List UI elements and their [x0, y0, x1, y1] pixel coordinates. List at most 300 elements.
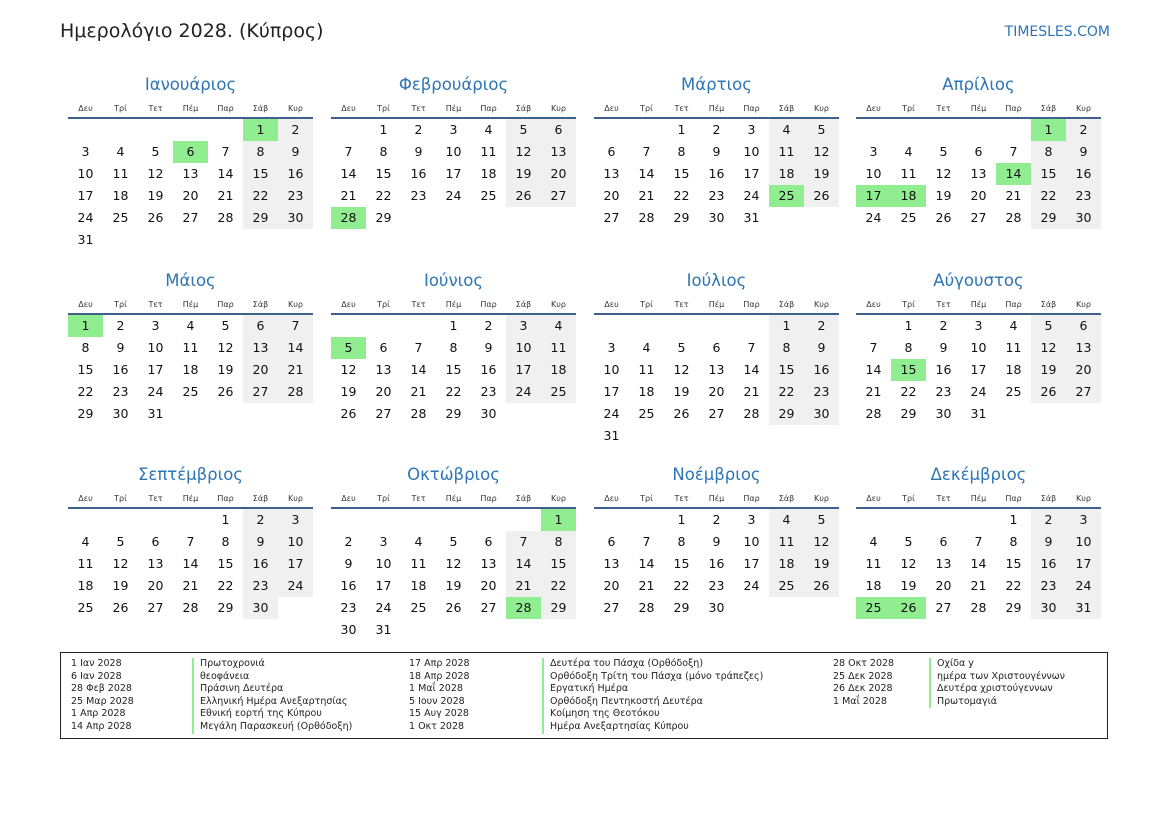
day-cell[interactable]: 23	[804, 381, 839, 403]
day-cell[interactable]: 14	[638, 166, 655, 181]
day-cell[interactable]: 21	[340, 188, 357, 203]
day-cell[interactable]: 6	[379, 340, 388, 355]
day-cell[interactable]: 19	[340, 384, 357, 399]
day-cell[interactable]: 10	[603, 362, 620, 377]
day-cell[interactable]: 29	[900, 406, 917, 421]
day-cell[interactable]: 17	[1066, 553, 1101, 575]
day-cell[interactable]: 23	[935, 384, 952, 399]
day-cell[interactable]: 6	[607, 534, 616, 549]
day-cell[interactable]: 27	[708, 406, 725, 421]
day-cell[interactable]: 25	[900, 210, 917, 225]
day-cell[interactable]: 27	[541, 185, 576, 207]
day-cell[interactable]: 31	[77, 232, 94, 247]
day-cell[interactable]: 30	[1031, 597, 1066, 619]
day-cell[interactable]: 25	[769, 575, 804, 597]
day-cell[interactable]: 29	[217, 600, 234, 615]
day-cell[interactable]: 13	[182, 166, 199, 181]
day-cell[interactable]: 23	[708, 188, 725, 203]
day-cell[interactable]: 3	[869, 144, 878, 159]
day-cell[interactable]: 24	[445, 188, 462, 203]
day-cell[interactable]: 26	[506, 185, 541, 207]
day-cell[interactable]: 10	[1066, 531, 1101, 553]
day-cell[interactable]: 31	[743, 210, 760, 225]
day-cell[interactable]: 7	[414, 340, 423, 355]
day-cell[interactable]: 19	[445, 578, 462, 593]
day-cell[interactable]: 20	[480, 578, 497, 593]
day-cell[interactable]: 16	[243, 553, 278, 575]
day-cell[interactable]: 4	[769, 509, 804, 531]
day-cell[interactable]: 2	[414, 122, 423, 137]
day-cell[interactable]: 25	[77, 600, 94, 615]
day-cell[interactable]: 20	[603, 188, 620, 203]
day-cell[interactable]: 14	[182, 556, 199, 571]
day-cell[interactable]: 28	[865, 406, 882, 421]
day-cell[interactable]: 30	[935, 406, 952, 421]
holiday-day-cell[interactable]: 5	[331, 337, 366, 359]
day-cell[interactable]: 1	[379, 122, 388, 137]
day-cell[interactable]: 1	[677, 512, 686, 527]
day-cell[interactable]: 13	[708, 362, 725, 377]
day-cell[interactable]: 30	[480, 406, 497, 421]
day-cell[interactable]: 23	[708, 578, 725, 593]
day-cell[interactable]: 13	[375, 362, 392, 377]
day-cell[interactable]: 16	[480, 362, 497, 377]
day-cell[interactable]: 20	[182, 188, 199, 203]
day-cell[interactable]: 22	[77, 384, 94, 399]
day-cell[interactable]: 10	[865, 166, 882, 181]
day-cell[interactable]: 13	[243, 337, 278, 359]
day-cell[interactable]: 22	[541, 575, 576, 597]
day-cell[interactable]: 6	[939, 534, 948, 549]
day-cell[interactable]: 22	[217, 578, 234, 593]
day-cell[interactable]: 9	[712, 144, 721, 159]
day-cell[interactable]: 5	[804, 509, 839, 531]
day-cell[interactable]: 18	[182, 362, 199, 377]
day-cell[interactable]: 16	[708, 166, 725, 181]
day-cell[interactable]: 25	[182, 384, 199, 399]
day-cell[interactable]: 2	[804, 315, 839, 337]
day-cell[interactable]: 28	[217, 210, 234, 225]
day-cell[interactable]: 31	[603, 428, 620, 443]
day-cell[interactable]: 23	[112, 384, 129, 399]
day-cell[interactable]: 21	[278, 359, 313, 381]
day-cell[interactable]: 11	[182, 340, 199, 355]
day-cell[interactable]: 3	[747, 512, 756, 527]
day-cell[interactable]: 15	[445, 362, 462, 377]
day-cell[interactable]: 29	[1031, 207, 1066, 229]
day-cell[interactable]: 29	[541, 597, 576, 619]
day-cell[interactable]: 17	[77, 188, 94, 203]
day-cell[interactable]: 10	[743, 534, 760, 549]
day-cell[interactable]: 7	[221, 144, 230, 159]
day-cell[interactable]: 21	[865, 384, 882, 399]
day-cell[interactable]: 3	[747, 122, 756, 137]
day-cell[interactable]: 21	[182, 578, 199, 593]
day-cell[interactable]: 2	[116, 318, 125, 333]
day-cell[interactable]: 8	[904, 340, 913, 355]
day-cell[interactable]: 24	[506, 381, 541, 403]
day-cell[interactable]: 7	[1009, 144, 1018, 159]
day-cell[interactable]: 21	[743, 384, 760, 399]
day-cell[interactable]: 30	[708, 210, 725, 225]
day-cell[interactable]: 22	[769, 381, 804, 403]
day-cell[interactable]: 25	[1005, 384, 1022, 399]
day-cell[interactable]: 18	[112, 188, 129, 203]
day-cell[interactable]: 23	[340, 600, 357, 615]
day-cell[interactable]: 27	[375, 406, 392, 421]
day-cell[interactable]: 1	[1009, 512, 1018, 527]
day-cell[interactable]: 22	[673, 188, 690, 203]
day-cell[interactable]: 3	[1066, 509, 1101, 531]
day-cell[interactable]: 2	[712, 122, 721, 137]
day-cell[interactable]: 19	[673, 384, 690, 399]
day-cell[interactable]: 26	[340, 406, 357, 421]
day-cell[interactable]: 21	[217, 188, 234, 203]
day-cell[interactable]: 14	[410, 362, 427, 377]
day-cell[interactable]: 11	[900, 166, 917, 181]
day-cell[interactable]: 12	[340, 362, 357, 377]
day-cell[interactable]: 16	[278, 163, 313, 185]
holiday-day-cell[interactable]: 17	[856, 185, 891, 207]
day-cell[interactable]: 6	[243, 315, 278, 337]
day-cell[interactable]: 29	[673, 600, 690, 615]
day-cell[interactable]: 28	[743, 406, 760, 421]
day-cell[interactable]: 12	[900, 556, 917, 571]
day-cell[interactable]: 13	[147, 556, 164, 571]
day-cell[interactable]: 19	[112, 578, 129, 593]
day-cell[interactable]: 12	[445, 556, 462, 571]
day-cell[interactable]: 19	[1031, 359, 1066, 381]
holiday-day-cell[interactable]: 25	[856, 597, 891, 619]
day-cell[interactable]: 15	[673, 556, 690, 571]
day-cell[interactable]: 24	[865, 210, 882, 225]
day-cell[interactable]: 8	[1031, 141, 1066, 163]
day-cell[interactable]: 15	[541, 553, 576, 575]
day-cell[interactable]: 1	[677, 122, 686, 137]
day-cell[interactable]: 26	[112, 600, 129, 615]
day-cell[interactable]: 4	[116, 144, 125, 159]
day-cell[interactable]: 11	[410, 556, 427, 571]
day-cell[interactable]: 14	[638, 556, 655, 571]
day-cell[interactable]: 20	[935, 578, 952, 593]
day-cell[interactable]: 19	[900, 578, 917, 593]
day-cell[interactable]: 18	[1005, 362, 1022, 377]
day-cell[interactable]: 12	[804, 531, 839, 553]
day-cell[interactable]: 13	[603, 556, 620, 571]
day-cell[interactable]: 7	[747, 340, 756, 355]
day-cell[interactable]: 17	[743, 166, 760, 181]
day-cell[interactable]: 11	[112, 166, 129, 181]
day-cell[interactable]: 14	[217, 166, 234, 181]
day-cell[interactable]: 26	[445, 600, 462, 615]
day-cell[interactable]: 2	[243, 509, 278, 531]
day-cell[interactable]: 15	[243, 163, 278, 185]
holiday-day-cell[interactable]: 1	[243, 119, 278, 141]
day-cell[interactable]: 2	[1066, 119, 1101, 141]
day-cell[interactable]: 15	[769, 359, 804, 381]
day-cell[interactable]: 17	[970, 362, 987, 377]
day-cell[interactable]: 18	[638, 384, 655, 399]
day-cell[interactable]: 25	[410, 600, 427, 615]
day-cell[interactable]: 23	[243, 575, 278, 597]
day-cell[interactable]: 31	[375, 622, 392, 637]
day-cell[interactable]: 27	[480, 600, 497, 615]
day-cell[interactable]: 4	[769, 119, 804, 141]
day-cell[interactable]: 15	[1005, 556, 1022, 571]
day-cell[interactable]: 18	[77, 578, 94, 593]
day-cell[interactable]: 26	[804, 575, 839, 597]
day-cell[interactable]: 20	[708, 384, 725, 399]
day-cell[interactable]: 20	[603, 578, 620, 593]
day-cell[interactable]: 30	[804, 403, 839, 425]
day-cell[interactable]: 24	[147, 384, 164, 399]
day-cell[interactable]: 9	[484, 340, 493, 355]
day-cell[interactable]: 16	[410, 166, 427, 181]
day-cell[interactable]: 8	[769, 337, 804, 359]
day-cell[interactable]: 22	[673, 578, 690, 593]
day-cell[interactable]: 24	[743, 188, 760, 203]
day-cell[interactable]: 22	[445, 384, 462, 399]
day-cell[interactable]: 5	[506, 119, 541, 141]
day-cell[interactable]: 18	[541, 359, 576, 381]
day-cell[interactable]: 25	[112, 210, 129, 225]
day-cell[interactable]: 8	[677, 534, 686, 549]
day-cell[interactable]: 7	[506, 531, 541, 553]
day-cell[interactable]: 9	[414, 144, 423, 159]
day-cell[interactable]: 24	[970, 384, 987, 399]
day-cell[interactable]: 7	[278, 315, 313, 337]
day-cell[interactable]: 8	[243, 141, 278, 163]
day-cell[interactable]: 26	[673, 406, 690, 421]
day-cell[interactable]: 5	[939, 144, 948, 159]
holiday-day-cell[interactable]: 14	[996, 163, 1031, 185]
day-cell[interactable]: 14	[506, 553, 541, 575]
day-cell[interactable]: 29	[445, 406, 462, 421]
day-cell[interactable]: 2	[278, 119, 313, 141]
day-cell[interactable]: 12	[935, 166, 952, 181]
day-cell[interactable]: 16	[708, 556, 725, 571]
day-cell[interactable]: 12	[804, 141, 839, 163]
day-cell[interactable]: 12	[1031, 337, 1066, 359]
day-cell[interactable]: 2	[712, 512, 721, 527]
day-cell[interactable]: 4	[869, 534, 878, 549]
day-cell[interactable]: 20	[541, 163, 576, 185]
day-cell[interactable]: 14	[865, 362, 882, 377]
day-cell[interactable]: 7	[344, 144, 353, 159]
day-cell[interactable]: 1	[449, 318, 458, 333]
day-cell[interactable]: 7	[869, 340, 878, 355]
day-cell[interactable]: 29	[769, 403, 804, 425]
day-cell[interactable]: 8	[449, 340, 458, 355]
day-cell[interactable]: 28	[182, 600, 199, 615]
day-cell[interactable]: 27	[1066, 381, 1101, 403]
holiday-day-cell[interactable]: 25	[769, 185, 804, 207]
day-cell[interactable]: 30	[112, 406, 129, 421]
day-cell[interactable]: 5	[449, 534, 458, 549]
day-cell[interactable]: 7	[642, 534, 651, 549]
day-cell[interactable]: 6	[712, 340, 721, 355]
day-cell[interactable]: 9	[712, 534, 721, 549]
day-cell[interactable]: 4	[186, 318, 195, 333]
day-cell[interactable]: 29	[77, 406, 94, 421]
day-cell[interactable]: 17	[445, 166, 462, 181]
day-cell[interactable]: 31	[1066, 597, 1101, 619]
day-cell[interactable]: 5	[804, 119, 839, 141]
day-cell[interactable]: 17	[147, 362, 164, 377]
holiday-day-cell[interactable]: 15	[891, 359, 926, 381]
holiday-day-cell[interactable]: 1	[68, 315, 103, 337]
day-cell[interactable]: 16	[804, 359, 839, 381]
day-cell[interactable]: 29	[1005, 600, 1022, 615]
day-cell[interactable]: 18	[769, 553, 804, 575]
day-cell[interactable]: 3	[974, 318, 983, 333]
holiday-day-cell[interactable]: 1	[1031, 119, 1066, 141]
day-cell[interactable]: 29	[243, 207, 278, 229]
holiday-day-cell[interactable]: 1	[541, 509, 576, 531]
day-cell[interactable]: 2	[344, 534, 353, 549]
day-cell[interactable]: 10	[77, 166, 94, 181]
day-cell[interactable]: 15	[673, 166, 690, 181]
day-cell[interactable]: 25	[638, 406, 655, 421]
day-cell[interactable]: 6	[541, 119, 576, 141]
day-cell[interactable]: 20	[1066, 359, 1101, 381]
day-cell[interactable]: 16	[340, 578, 357, 593]
day-cell[interactable]: 6	[607, 144, 616, 159]
day-cell[interactable]: 15	[217, 556, 234, 571]
day-cell[interactable]: 4	[904, 144, 913, 159]
day-cell[interactable]: 4	[414, 534, 423, 549]
day-cell[interactable]: 26	[217, 384, 234, 399]
day-cell[interactable]: 10	[375, 556, 392, 571]
day-cell[interactable]: 23	[410, 188, 427, 203]
day-cell[interactable]: 21	[970, 578, 987, 593]
holiday-day-cell[interactable]: 18	[891, 185, 926, 207]
day-cell[interactable]: 12	[147, 166, 164, 181]
day-cell[interactable]: 1	[904, 318, 913, 333]
day-cell[interactable]: 27	[147, 600, 164, 615]
day-cell[interactable]: 16	[112, 362, 129, 377]
day-cell[interactable]: 1	[769, 315, 804, 337]
day-cell[interactable]: 16	[1066, 163, 1101, 185]
day-cell[interactable]: 20	[147, 578, 164, 593]
day-cell[interactable]: 24	[1066, 575, 1101, 597]
day-cell[interactable]: 24	[375, 600, 392, 615]
day-cell[interactable]: 13	[541, 141, 576, 163]
day-cell[interactable]: 11	[541, 337, 576, 359]
day-cell[interactable]: 28	[410, 406, 427, 421]
day-cell[interactable]: 5	[151, 144, 160, 159]
day-cell[interactable]: 8	[541, 531, 576, 553]
day-cell[interactable]: 21	[638, 578, 655, 593]
day-cell[interactable]: 4	[81, 534, 90, 549]
day-cell[interactable]: 3	[449, 122, 458, 137]
day-cell[interactable]: 24	[278, 575, 313, 597]
day-cell[interactable]: 22	[1031, 185, 1066, 207]
day-cell[interactable]: 2	[1031, 509, 1066, 531]
day-cell[interactable]: 17	[603, 384, 620, 399]
day-cell[interactable]: 27	[182, 210, 199, 225]
day-cell[interactable]: 2	[939, 318, 948, 333]
day-cell[interactable]: 19	[217, 362, 234, 377]
day-cell[interactable]: 17	[278, 553, 313, 575]
day-cell[interactable]: 15	[1031, 163, 1066, 185]
day-cell[interactable]: 3	[81, 144, 90, 159]
day-cell[interactable]: 20	[243, 359, 278, 381]
day-cell[interactable]: 3	[607, 340, 616, 355]
day-cell[interactable]: 17	[743, 556, 760, 571]
day-cell[interactable]: 12	[217, 340, 234, 355]
day-cell[interactable]: 23	[278, 185, 313, 207]
day-cell[interactable]: 11	[480, 144, 497, 159]
day-cell[interactable]: 30	[1066, 207, 1101, 229]
day-cell[interactable]: 19	[506, 163, 541, 185]
day-cell[interactable]: 14	[278, 337, 313, 359]
day-cell[interactable]: 18	[769, 163, 804, 185]
day-cell[interactable]: 11	[638, 362, 655, 377]
day-cell[interactable]: 4	[642, 340, 651, 355]
day-cell[interactable]: 1	[221, 512, 230, 527]
day-cell[interactable]: 9	[243, 531, 278, 553]
day-cell[interactable]: 11	[77, 556, 94, 571]
day-cell[interactable]: 10	[445, 144, 462, 159]
day-cell[interactable]: 3	[506, 315, 541, 337]
day-cell[interactable]: 6	[484, 534, 493, 549]
day-cell[interactable]: 19	[935, 188, 952, 203]
site-brand-link[interactable]: TIMESLES.COM	[1004, 24, 1110, 40]
day-cell[interactable]: 14	[340, 166, 357, 181]
day-cell[interactable]: 12	[506, 141, 541, 163]
day-cell[interactable]: 25	[480, 188, 497, 203]
day-cell[interactable]: 20	[375, 384, 392, 399]
day-cell[interactable]: 8	[1009, 534, 1018, 549]
day-cell[interactable]: 8	[81, 340, 90, 355]
day-cell[interactable]: 5	[677, 340, 686, 355]
day-cell[interactable]: 18	[410, 578, 427, 593]
day-cell[interactable]: 9	[1031, 531, 1066, 553]
day-cell[interactable]: 11	[769, 531, 804, 553]
day-cell[interactable]: 10	[743, 144, 760, 159]
day-cell[interactable]: 9	[344, 556, 353, 571]
day-cell[interactable]: 26	[804, 185, 839, 207]
day-cell[interactable]: 21	[410, 384, 427, 399]
day-cell[interactable]: 19	[804, 163, 839, 185]
day-cell[interactable]: 20	[970, 188, 987, 203]
day-cell[interactable]: 18	[480, 166, 497, 181]
day-cell[interactable]: 31	[970, 406, 987, 421]
day-cell[interactable]: 13	[480, 556, 497, 571]
day-cell[interactable]: 22	[243, 185, 278, 207]
day-cell[interactable]: 29	[673, 210, 690, 225]
day-cell[interactable]: 28	[638, 210, 655, 225]
day-cell[interactable]: 30	[708, 600, 725, 615]
day-cell[interactable]: 6	[1066, 315, 1101, 337]
day-cell[interactable]: 13	[603, 166, 620, 181]
day-cell[interactable]: 21	[638, 188, 655, 203]
day-cell[interactable]: 12	[673, 362, 690, 377]
day-cell[interactable]: 26	[935, 210, 952, 225]
day-cell[interactable]: 15	[77, 362, 94, 377]
day-cell[interactable]: 6	[974, 144, 983, 159]
day-cell[interactable]: 11	[865, 556, 882, 571]
day-cell[interactable]: 25	[541, 381, 576, 403]
day-cell[interactable]: 16	[1031, 553, 1066, 575]
day-cell[interactable]: 7	[642, 144, 651, 159]
day-cell[interactable]: 11	[769, 141, 804, 163]
day-cell[interactable]: 15	[375, 166, 392, 181]
day-cell[interactable]: 22	[1005, 578, 1022, 593]
day-cell[interactable]: 28	[1005, 210, 1022, 225]
day-cell[interactable]: 28	[278, 381, 313, 403]
